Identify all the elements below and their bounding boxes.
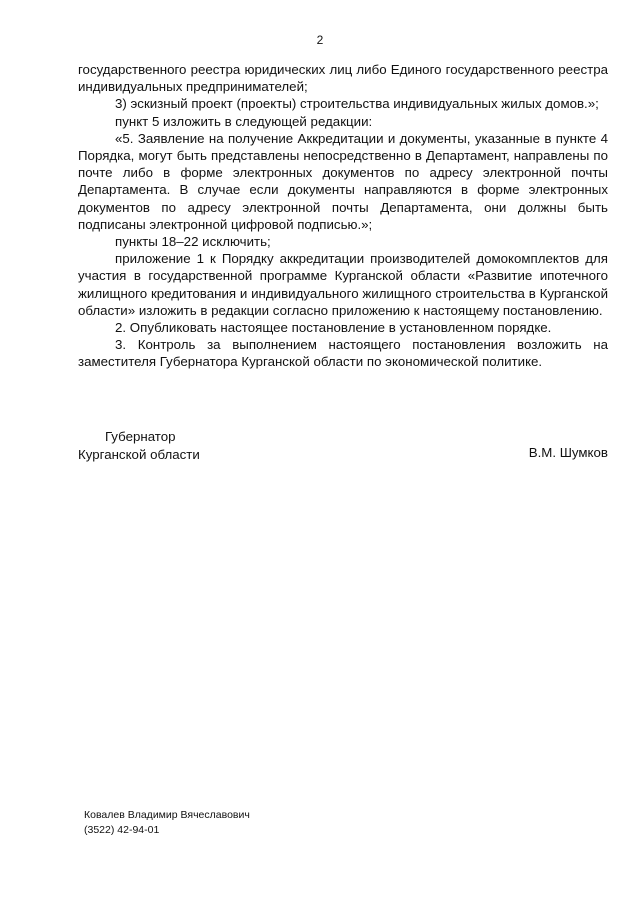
signatory-title-line1: Губернатор bbox=[105, 429, 176, 444]
document-body bbox=[78, 61, 608, 371]
signatory-title-line2: Курганской области bbox=[78, 447, 200, 462]
paragraph-points-excluded: пункты 18–22 исключить; bbox=[115, 234, 271, 250]
paragraph-item-3: 3) эскизный проект (проекты) строительства индивидуальных жилых домов.»; bbox=[115, 96, 599, 112]
paragraph-continuation: государственного реестра юридических лиц либо Единого государственного реестра индивидуальных предпринимателей; bbox=[78, 62, 608, 95]
executor-phone: (3522) 42-94-01 bbox=[84, 823, 160, 836]
executor-name: Ковалев Владимир Вячеславович bbox=[84, 809, 250, 821]
paragraph-point-5-intro: пункт 5 изложить в следующей редакции: bbox=[115, 113, 373, 129]
paragraph-point-5-text: «5. Заявление на получение Аккредитации и документы, указанные в пункте 4 Порядка, могут быть представлены непосредственно в Департамент, направлены по почте либо в форме электронных документов по адресу электронной почты Департамента. В случае если документы направляются в форме электронных документов по адресу электронной почты Департамента, они должны быть подписаны электронной цифровой подписью.»; bbox=[78, 130, 608, 232]
executor-block bbox=[84, 808, 250, 837]
paragraph-control: 3. Контроль за выполнением настоящего постановления возложить на заместителя Губернатора Курганской области по экономической политике. bbox=[78, 337, 608, 370]
signatory-name: В.М. Шумков bbox=[528, 445, 608, 460]
signatory-title bbox=[78, 428, 200, 464]
page-number: 2 bbox=[316, 33, 324, 47]
paragraph-appendix: приложение 1 к Порядку аккредитации производителей домокомплектов для участия в государственной программе Курганской области «Развитие ипотечного жилищного кредитования и индивидуального жилищного строительства в Курганской области» изложить в редакции согласно приложению к настоящему постановлению. bbox=[78, 251, 608, 318]
paragraph-publish: 2. Опубликовать настоящее постановление в установленном порядке. bbox=[115, 320, 552, 336]
